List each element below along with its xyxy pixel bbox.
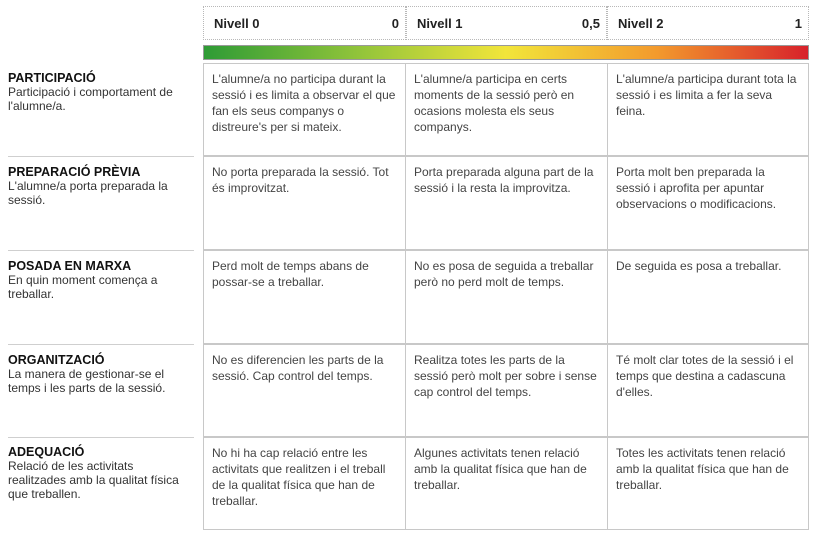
- criterion-description: En quin moment comença a treballar.: [8, 273, 158, 301]
- row-divider: [8, 344, 194, 345]
- criterion-adequacio: [8, 445, 194, 501]
- criterion-description: L'alumne/a porta preparada la sessió.: [8, 179, 168, 207]
- level-0-label: Nivell 0: [214, 15, 260, 31]
- rubric-cell: No porta preparada la sessió. Tot és improvitzat.: [203, 156, 406, 250]
- rubric-cell: Porta molt ben preparada la sessió i aprofita per apuntar observacions o modificacions.: [607, 156, 809, 250]
- rubric-cell: L'alumne/a participa durant tota la sessió i es limita a fer la seva feina.: [607, 63, 809, 156]
- row-divider: [8, 156, 194, 157]
- rubric-cell: Totes les activitats tenen relació amb la qualitat física que han de treballar.: [607, 437, 809, 530]
- level-1-label: Nivell 1: [417, 15, 463, 31]
- row-divider: [8, 250, 194, 251]
- criterion-title: PARTICIPACIÓ: [8, 71, 96, 85]
- criterion-preparacio-previa: [8, 165, 194, 207]
- criterion-description: Participació i comportament de l'alumne/a.: [8, 85, 173, 113]
- rubric-cell: Algunes activitats tenen relació amb la qualitat física que han de treballar.: [405, 437, 608, 530]
- row-divider: [8, 437, 194, 438]
- level-gradient-bar: [203, 45, 809, 60]
- criterion-title: PREPARACIÓ PRÈVIA: [8, 165, 141, 179]
- level-0-score: 0: [391, 15, 399, 31]
- criterion-title: POSADA EN MARXA: [8, 259, 132, 273]
- criterion-description: Relació de les activitats realitzades amb la qualitat física que treballen.: [8, 459, 179, 501]
- rubric-cell: No es posa de seguida a treballar però no perd molt de temps.: [405, 250, 608, 344]
- rubric-cell: No hi ha cap relació entre les activitats que realitzen i el treball de la qualitat física que han de treballar.: [203, 437, 406, 530]
- criterion-organitzacio: [8, 353, 194, 395]
- criterion-description: La manera de gestionar-se el temps i les parts de la sessió.: [8, 367, 166, 395]
- level-1-score: 0,5: [581, 15, 600, 31]
- rubric-cell: De seguida es posa a treballar.: [607, 250, 809, 344]
- level-2-score: 1: [794, 15, 802, 31]
- rubric-cell: Realitza totes les parts de la sessió però molt per sobre i sense cap control del temps.: [405, 344, 608, 437]
- rubric-cell: Porta preparada alguna part de la sessió i la resta la improvitza.: [405, 156, 608, 250]
- rubric-cell: Té molt clar totes de la sessió i el temps que destina a cadascuna d'elles.: [607, 344, 809, 437]
- criterion-participacio: [8, 71, 194, 113]
- criterion-posada-en-marxa: [8, 259, 194, 301]
- level-2-header: [607, 6, 809, 40]
- criterion-title: ORGANITZACIÓ: [8, 353, 105, 367]
- rubric-cell: No es diferencien les parts de la sessió. Cap control del temps.: [203, 344, 406, 437]
- criterion-title: ADEQUACIÓ: [8, 445, 85, 459]
- rubric-cell: Perd molt de temps abans de possar-se a treballar.: [203, 250, 406, 344]
- level-0-header: [203, 6, 406, 40]
- level-1-header: [406, 6, 607, 40]
- level-2-label: Nivell 2: [618, 15, 664, 31]
- rubric-cell: L'alumne/a participa en certs moments de la sessió però en ocasions molesta els seus companys.: [405, 63, 608, 156]
- rubric-cell: L'alumne/a no participa durant la sessió i es limita a observar el que fan els seus companys o distreure's per si mateix.: [203, 63, 406, 156]
